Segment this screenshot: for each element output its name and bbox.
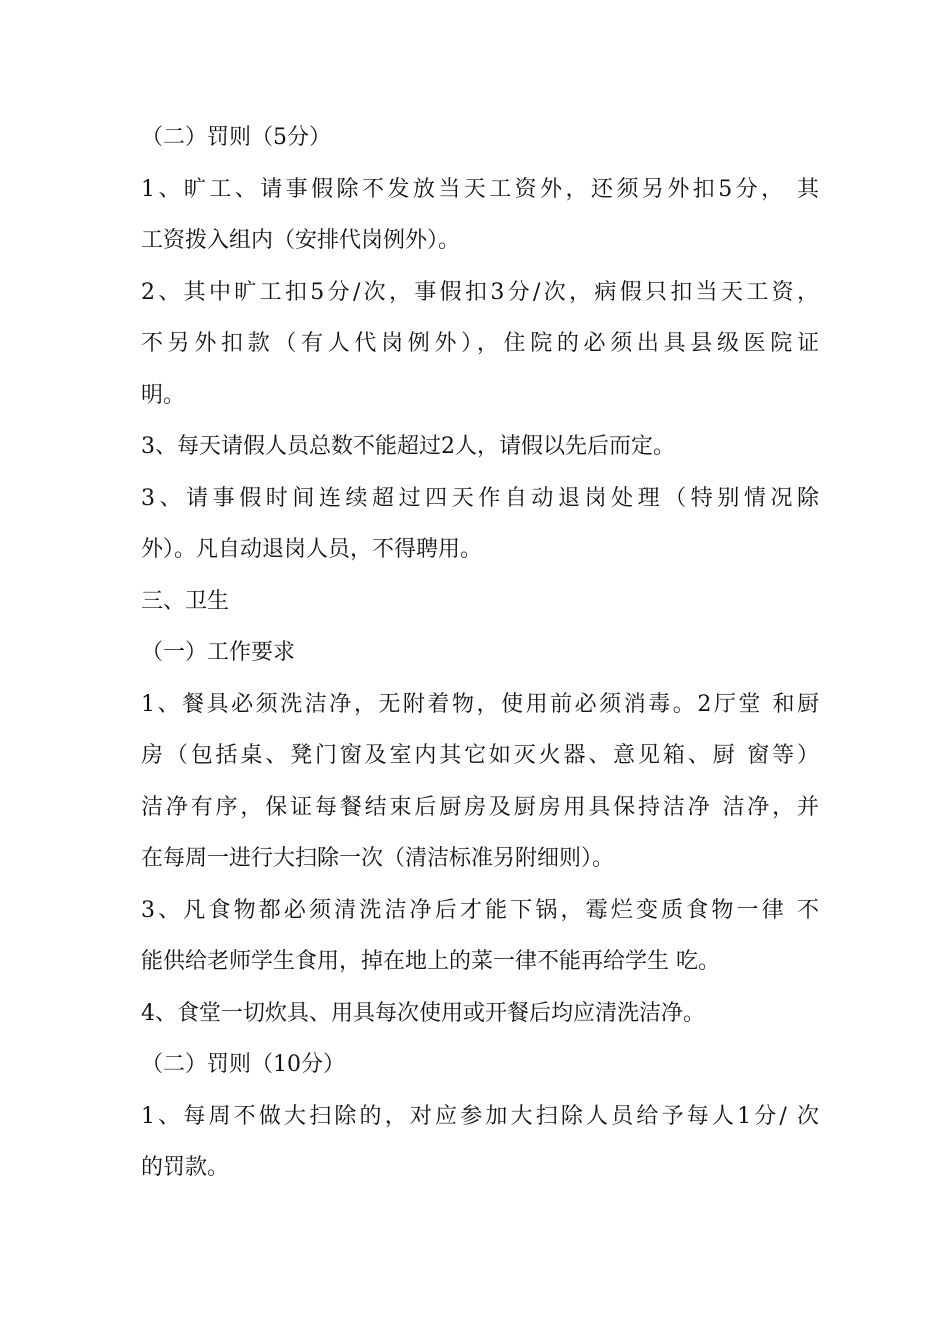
- text-line: 2、其中旷工扣5分/次，事假扣3分/次，病假只扣当天工资，: [141, 279, 819, 305]
- text-line: （二）罚则（5分）: [141, 125, 331, 150]
- text-line: 外）。凡自动退岗人员，不得聘用。: [141, 537, 483, 562]
- text-line: 的罚款。: [141, 1155, 230, 1180]
- text-line: 3、凡食物都必须清洗洁净后才能下锅，霉烂变质食物一律 不: [141, 897, 819, 923]
- text-line: 1、旷工、请事假除不发放当天工资外，还须另外扣5分， 其: [141, 176, 819, 202]
- section-heading: 三、卫生: [141, 588, 230, 614]
- text-line: 4、食堂一切炊具、用具每次使用或开餐后均应清洗洁净。: [141, 1000, 705, 1026]
- text-line: 能供给老师学生食用，掉在地上的菜一律不能再给学生 吃。: [141, 949, 720, 974]
- text-line: 不另外扣款（有人代岗例外），住院的必须出具县级医院证: [141, 331, 819, 356]
- text-line: 3、每天请假人员总数不能超过2人，请假以先后而定。: [141, 434, 675, 459]
- text-line: 洁净有序，保证每餐结束后厨房及厨房用具保持洁净 洁净，并: [141, 794, 819, 820]
- subsection-heading: （一）工作要求: [141, 640, 296, 665]
- text-line: 在每周一进行大扫除一次（清洁标准另附细则）。: [141, 846, 615, 871]
- text-line: 3、请事假时间连续超过四天作自动退岗处理（特别情况除: [141, 485, 819, 511]
- text-line: 房（包括桌、凳门窗及室内其它如灭火器、意见箱、厨 窗等）: [141, 743, 819, 768]
- subsection-heading: （二）罚则（10分）: [141, 1052, 345, 1077]
- document-body: [141, 112, 819, 1194]
- text-line: 明。: [141, 382, 186, 408]
- text-line: 工资拨入组内（安排代岗例外）。: [141, 228, 461, 253]
- text-line: 1、每周不做大扫除的，对应参加大扫除人员给予每人1分/ 次: [141, 1103, 819, 1129]
- text-line: 1、餐具必须洗洁净，无附着物，使用前必须消毒。2厅堂 和厨: [141, 691, 819, 717]
